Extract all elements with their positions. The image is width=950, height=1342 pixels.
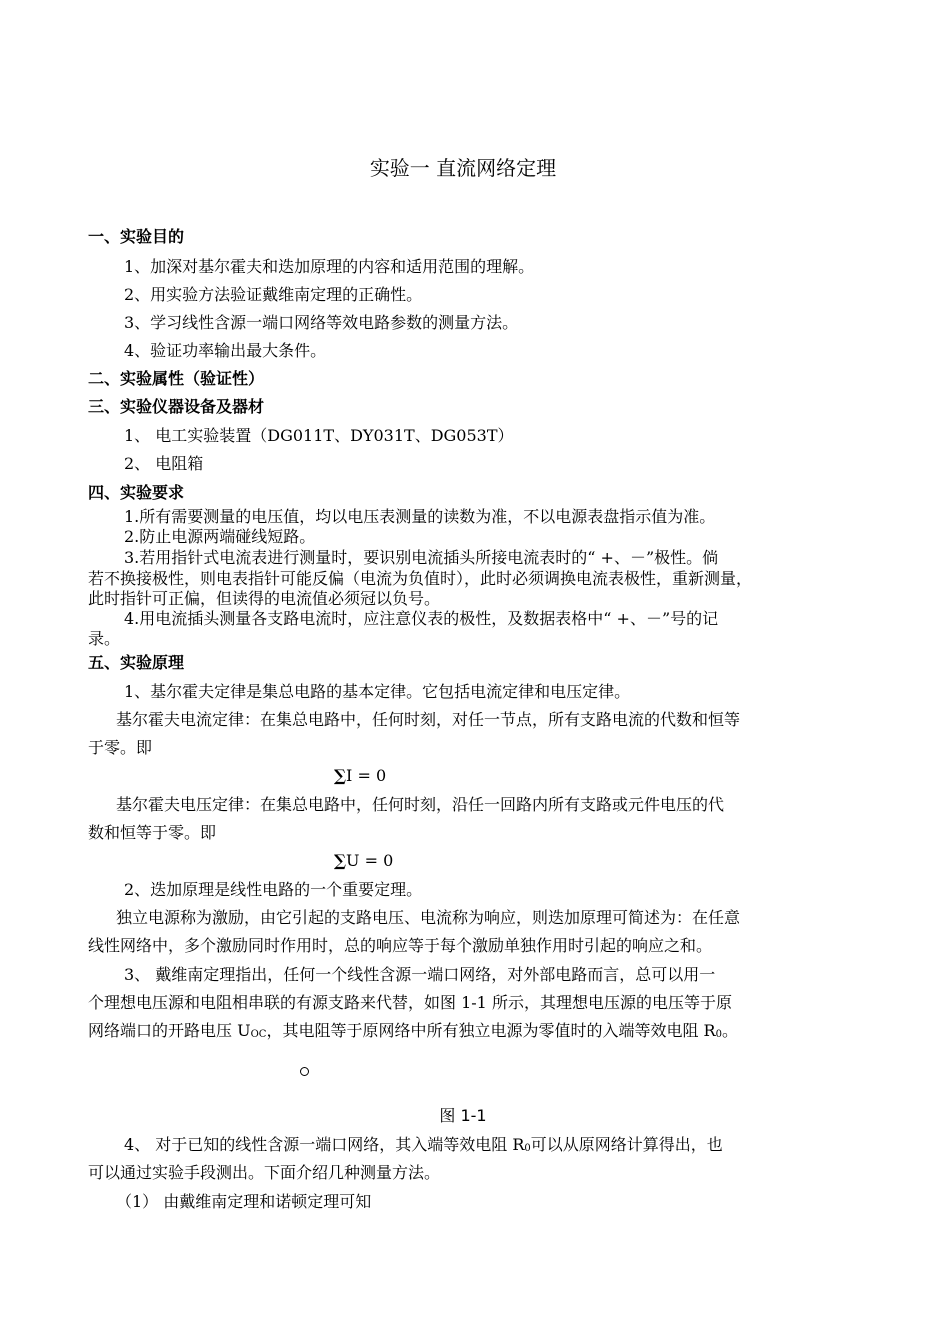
formula-text: U = 0: [346, 851, 394, 870]
requirement-line: 若不换接极性，则电表指针可能反偏（电流为负值时），此时必须调换电流表极性，重新测量，: [88, 569, 753, 588]
requirement-line: 3.若用指针式电流表进行测量时，要识别电流插头所接电流表时的“ +、－”极性。倘: [124, 548, 719, 567]
requirement-line: 4.用电流插头测量各支路电流时，应注意仪表的极性，及数据表格中“ +、－”号的记: [124, 609, 719, 628]
section-heading-requirements: 四、实验要求: [88, 483, 185, 502]
sigma-symbol: ∑: [334, 766, 347, 785]
subscript-0: 0: [524, 1143, 531, 1154]
equipment-item: 2、 电阻箱: [124, 454, 204, 473]
principle-paragraph: 线性网络中，多个激励同时作用时，总的响应等于每个激励单独作用时引起的响应之和。: [88, 936, 713, 955]
purpose-item: 2、用实验方法验证戴维南定理的正确性。: [124, 285, 423, 304]
text-run: 可以从原网络计算得出，也: [530, 1135, 723, 1154]
principle-paragraph: 3、 戴维南定理指出，任何一个线性含源一端口网络，对外部电路而言，总可以用一: [124, 965, 716, 984]
equipment-item: 1、 电工实验装置（DG011T、DY031T、DG053T）: [124, 426, 514, 445]
principle-paragraph: 数和恒等于零。即: [88, 823, 217, 842]
requirement-line: 录。: [88, 629, 121, 648]
sigma-symbol: ∑: [334, 851, 347, 870]
principle-paragraph: [88, 1021, 738, 1041]
kvl-formula: [334, 851, 393, 871]
subscript-oc: OC: [250, 1029, 267, 1040]
principle-paragraph: [124, 1135, 723, 1155]
text-run: 4、 对于已知的线性含源一端口网络，其入端等效电阻 R: [124, 1135, 525, 1154]
principle-paragraph: （1） 由戴维南定理和诺顿定理可知: [116, 1192, 372, 1211]
section-heading-purpose: 一、实验目的: [88, 227, 185, 246]
section-heading-attribute: 二、实验属性（验证性）: [88, 369, 265, 388]
page-title: 实验一 直流网络定理: [369, 156, 557, 180]
principle-paragraph: 2、迭加原理是线性电路的一个重要定理。: [124, 880, 423, 899]
kcl-formula: [334, 766, 386, 786]
text-run: 网络端口的开路电压 U: [88, 1021, 251, 1040]
principle-paragraph: 基尔霍夫电压定律：在集总电路中，任何时刻，沿任一回路内所有支路或元件电压的代: [116, 795, 725, 814]
circle-mark-icon: [300, 1067, 309, 1076]
principle-paragraph: 于零。即: [88, 738, 153, 757]
principle-paragraph: 个理想电压源和电阻相串联的有源支路来代替，如图 1-1 所示，其理想电压源的电压等于原: [88, 993, 732, 1012]
requirement-line: 2.防止电源两端碰线短路。: [124, 527, 316, 546]
purpose-item: 3、学习线性含源一端口网络等效电路参数的测量方法。: [124, 313, 519, 332]
text-run: 。: [721, 1021, 738, 1040]
figure-caption: 图 1-1: [439, 1106, 487, 1125]
section-heading-equipment: 三、实验仪器设备及器材: [88, 397, 265, 416]
formula-text: I = 0: [346, 766, 387, 785]
requirement-line: 此时指针可正偏，但读得的电流值必须冠以负号。: [88, 589, 441, 608]
principle-paragraph: 独立电源称为激励，由它引起的支路电压、电流称为响应，则迭加原理可简述为：在任意: [116, 908, 741, 927]
requirement-line: 1.所有需要测量的电压值，均以电压表测量的读数为准，不以电源表盘指示值为准。: [124, 507, 716, 526]
section-heading-principle: 五、实验原理: [88, 653, 185, 672]
subscript-0: 0: [715, 1029, 722, 1040]
purpose-item: 4、验证功率输出最大条件。: [124, 341, 327, 360]
principle-paragraph: 1、基尔霍夫定律是集总电路的基本定律。它包括电流定律和电压定律。: [124, 682, 631, 701]
principle-paragraph: 可以通过实验手段测出。下面介绍几种测量方法。: [88, 1163, 441, 1182]
principle-paragraph: 基尔霍夫电流定律：在集总电路中，任何时刻，对任一节点，所有支路电流的代数和恒等: [116, 710, 741, 729]
text-run: ，其电阻等于原网络中所有独立电源为零值时的入端等效电阻 R: [266, 1021, 716, 1040]
purpose-item: 1、加深对基尔霍夫和迭加原理的内容和适用范围的理解。: [124, 257, 535, 276]
